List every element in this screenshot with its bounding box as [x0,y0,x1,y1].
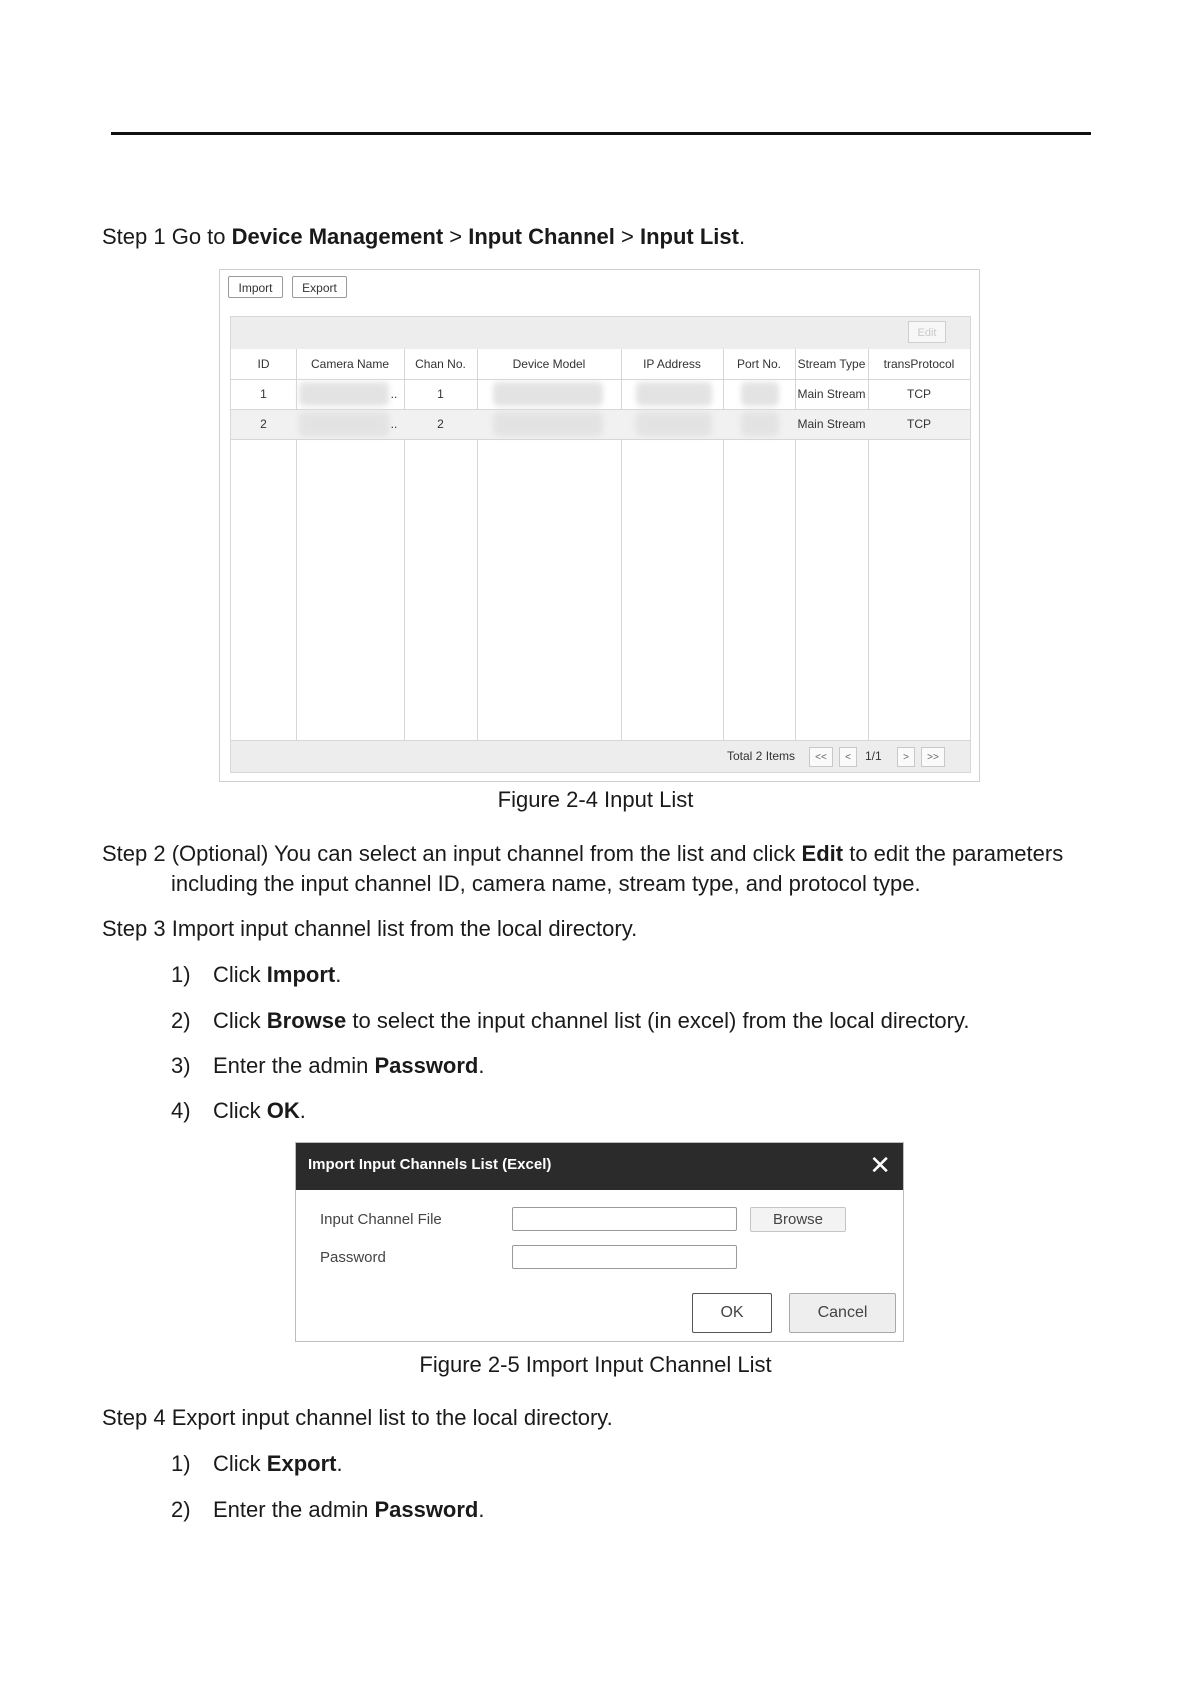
item-number: 3) [171,1053,191,1078]
table-toolbar [231,317,970,349]
next-page-button[interactable]: > [897,747,915,767]
step-3-item [171,1006,969,1036]
first-page-button[interactable]: << [809,747,833,767]
step-2 [102,839,1063,869]
step-1-input-channel: Input Channel [468,224,615,249]
step-1-input-list: Input List [639,224,739,249]
password-field[interactable] [512,1245,737,1269]
row-trans-protocol: TCP [907,387,931,401]
camera-name-ellipsis: .. [390,417,398,431]
column-header-id[interactable]: ID [257,357,270,371]
column-header-ip-address[interactable]: IP Address [643,357,701,371]
step-4-item [171,1495,485,1525]
step-1 [102,222,745,252]
pagination-bar [231,740,970,772]
row-trans-protocol: TCP [907,417,931,431]
item-bold: Export [266,1451,337,1476]
step-1-separator: > [443,224,469,249]
row-id: 1 [260,387,267,401]
column-header-trans-protocol[interactable]: transProtocol [883,357,955,371]
item-bold: OK [266,1098,300,1123]
item-text-end: . [299,1098,306,1123]
row-chan-no: 1 [437,387,444,401]
cancel-button[interactable]: Cancel [789,1293,896,1333]
password-label: Password [320,1249,386,1266]
ok-button[interactable]: OK [692,1293,772,1333]
step-4: Step 4 Export input channel list to the local directory. [102,1405,613,1430]
item-text: Click [213,1008,267,1033]
browse-button[interactable]: Browse [750,1207,846,1232]
row-stream-type: Main Stream [797,417,866,431]
redacted-camera-name [299,412,389,436]
step-3-item [171,960,341,990]
item-text-end: . [478,1053,485,1078]
step-1-period: . [738,224,746,249]
column-divider [621,349,622,740]
dialog-title: Import Input Channels List (Excel) [308,1156,552,1173]
item-text: Enter the admin [213,1053,375,1078]
edit-button[interactable]: Edit [908,321,946,343]
column-divider [477,349,478,740]
figure-2-5-caption: Figure 2-5 Import Input Channel List [419,1352,772,1377]
redacted-port-no [741,382,779,406]
column-divider [723,349,724,740]
item-text: Click [213,962,267,987]
column-header-stream-type[interactable]: Stream Type [797,357,866,371]
row-stream-type: Main Stream [797,387,866,401]
input-channel-table [230,316,971,773]
step-1-text: Step 1 Go to [102,224,232,249]
step-2-edit: Edit [801,841,844,866]
step-1-device-management: Device Management [231,224,444,249]
total-items: Total 2 Items [727,749,796,763]
column-header-port-no[interactable]: Port No. [736,357,781,371]
item-text: Enter the admin [213,1497,375,1522]
last-page-button[interactable]: >> [921,747,945,767]
step-2-text: Step 2 (Optional) You can select an input channel from the list and click [102,841,802,866]
item-text-end: . [478,1497,485,1522]
column-header-device-model[interactable]: Device Model [512,357,586,371]
redacted-port-no [741,412,779,436]
step-2-text-end: to edit the parameters [843,841,1064,866]
header-rule [111,132,1091,135]
row-chan-no: 2 [437,417,444,431]
import-button[interactable]: Import [228,276,283,298]
redacted-ip-address [636,412,712,436]
step-3: Step 3 Import input channel list from the local directory. [102,916,638,941]
item-bold: Browse [266,1008,347,1033]
redacted-device-model [493,412,603,436]
close-icon[interactable]: ✕ [869,1150,891,1180]
prev-page-button[interactable]: < [839,747,857,767]
dialog-title-bar [296,1143,903,1190]
item-text: Click [213,1451,267,1476]
item-text-end: to select the input channel list (in excel) from the local directory. [346,1008,970,1033]
step-4-item [171,1449,343,1479]
row-id: 2 [260,417,267,431]
item-text-end: . [335,962,342,987]
redacted-device-model [493,382,603,406]
step-2-line-2: including the input channel ID, camera name, stream type, and protocol type. [171,871,921,896]
figure-2-4-caption: Figure 2-4 Input List [497,787,694,812]
export-button[interactable]: Export [292,276,347,298]
item-number: 2) [171,1497,191,1522]
import-dialog-screenshot [295,1142,904,1342]
column-header-chan-no[interactable]: Chan No. [415,357,466,371]
page-indicator: 1/1 [865,749,882,763]
column-divider [296,349,297,740]
item-number: 1) [171,962,191,987]
item-number: 4) [171,1098,191,1123]
item-text: Click [213,1098,267,1123]
input-channel-file-field[interactable] [512,1207,737,1231]
input-list-screenshot [219,269,980,782]
camera-name-ellipsis: .. [390,387,398,401]
item-bold: Import [266,962,336,987]
item-bold: Password [374,1497,479,1522]
row-divider [231,439,970,440]
step-3-item [171,1051,485,1081]
column-header-camera-name[interactable]: Camera Name [310,357,390,371]
item-text-end: . [336,1451,343,1476]
step-3-item [171,1096,306,1126]
redacted-camera-name [299,382,389,406]
item-bold: Password [374,1053,479,1078]
item-number: 2) [171,1008,191,1033]
input-channel-file-label: Input Channel File [320,1211,442,1228]
step-1-separator: > [614,224,640,249]
item-number: 1) [171,1451,191,1476]
redacted-ip-address [636,382,712,406]
